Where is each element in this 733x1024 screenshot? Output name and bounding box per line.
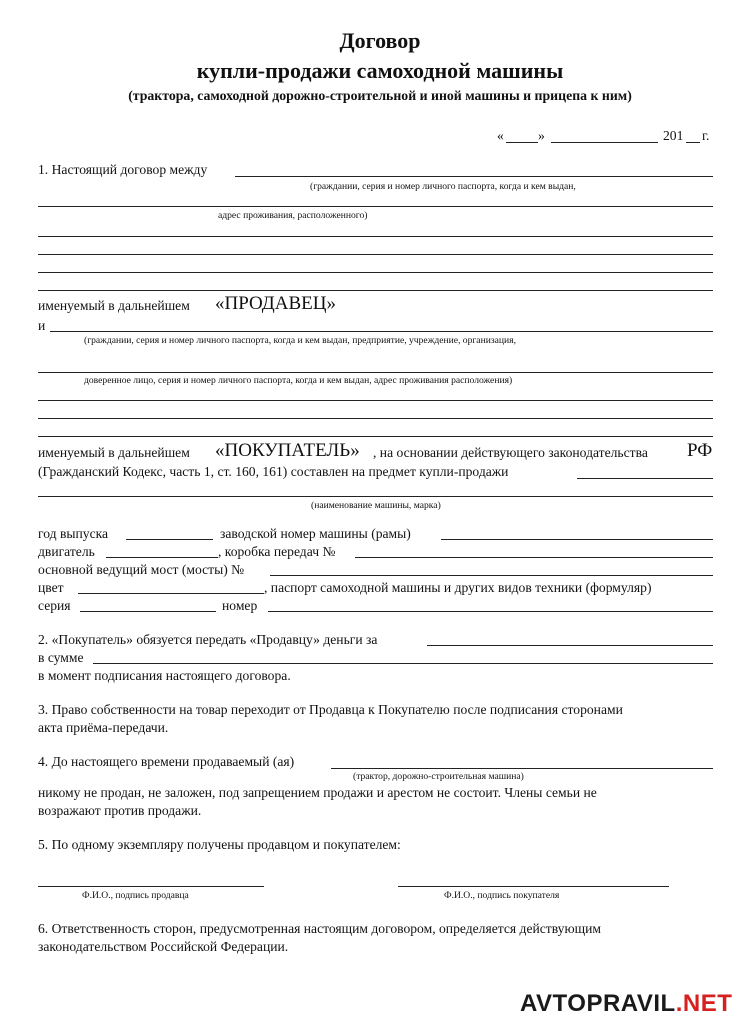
party2-blank-3 — [38, 400, 713, 401]
buyer-signature-line — [398, 886, 669, 887]
section4-line1: 4. До настоящего времени продаваемый (ая) — [38, 754, 295, 769]
section5-line1: 5. По одному экземпляру получены продавцом и покупателем: — [38, 837, 401, 852]
color-blank — [78, 593, 264, 594]
date-day-blank — [506, 142, 538, 143]
date-quote-close: » — [538, 128, 545, 143]
section4-caption: (трактор, дорожно-строительная машина) — [353, 771, 524, 782]
passport-label: , паспорт самоходной машины и других видов техники (формуляр) — [264, 580, 652, 595]
buyer-signature-caption: Ф.И.О., подпись покупателя — [444, 890, 560, 901]
factory-number-blank — [441, 539, 713, 540]
document-subtitle-note: (трактора, самоходной дорожно-строительной и иной машины и прицепа к ним) — [128, 88, 632, 103]
engine-label: двигатель — [38, 544, 95, 559]
date-year-prefix: 201 — [663, 128, 684, 143]
section1-lead: 1. Настоящий договор между — [38, 162, 208, 177]
watermark-part1: AVTOPRAVIL — [520, 990, 676, 1017]
party2-blank — [50, 331, 713, 332]
party1-blank-4 — [38, 254, 713, 255]
site-watermark — [520, 990, 732, 1018]
color-label: цвет — [38, 580, 64, 595]
seller-role: «ПРОДАВЕЦ» — [215, 293, 336, 314]
gearbox-label: , коробка передач № — [218, 544, 336, 559]
party1-blank-3 — [38, 236, 713, 237]
section6-line1: 6. Ответственность сторон, предусмотренная настоящим договором, определяется действующим — [38, 921, 601, 936]
party1-blank-6 — [38, 290, 713, 291]
party2-caption-d: доверенное лицо, серия и номер личного паспорта, когда и кем выдан, адрес проживания расположения) — [84, 375, 513, 386]
date-quote-open: « — [497, 128, 504, 143]
section2-line1: 2. «Покупатель» обязуется передать «Продавцу» деньги за — [38, 632, 378, 647]
date-month-blank — [551, 142, 658, 143]
axle-label: основной ведущий мост (мосты) № — [38, 562, 245, 577]
series-label: серия — [38, 598, 71, 613]
party1-caption-b: адрес проживания, расположенного) — [218, 210, 368, 221]
civil-code-text: (Гражданский Кодекс, часть 1, ст. 160, 161) составлен на предмет купли-продажи — [38, 464, 509, 479]
party2-blank-5 — [38, 436, 713, 437]
party2-blank-2 — [38, 372, 713, 373]
section3-line2: акта приёма-передачи. — [38, 720, 169, 735]
section2-goods-blank — [427, 645, 713, 646]
document-title: Договор — [339, 28, 421, 53]
year-label: год выпуска — [38, 526, 109, 541]
number-blank — [268, 611, 713, 612]
section4-line3: возражают против продажи. — [38, 803, 202, 818]
section2-sum-blank — [93, 663, 713, 664]
date-year-suffix: г. — [702, 128, 710, 143]
seller-prefix: именуемый в дальнейшем — [38, 298, 190, 313]
and-word: и — [38, 318, 46, 333]
buyer-suffix: , на основании действующего законодательства — [373, 445, 648, 460]
seller-signature-caption: Ф.И.О., подпись продавца — [82, 890, 189, 901]
party1-blank — [235, 176, 713, 177]
rf-label: РФ — [687, 440, 713, 461]
year-blank — [126, 539, 213, 540]
party1-blank-5 — [38, 272, 713, 273]
section4-line2: никому не продан, не заложен, под запрещением продажи и арестом не состоит. Члены семьи не — [38, 785, 597, 800]
axle-blank — [270, 575, 713, 576]
caption-machine-name: (наименование машины, марка) — [311, 500, 441, 511]
gearbox-blank — [355, 557, 713, 558]
series-blank — [80, 611, 216, 612]
buyer-role: «ПОКУПАТЕЛЬ» — [215, 440, 360, 461]
party1-blank-2 — [38, 206, 713, 207]
date-year-blank — [686, 142, 700, 143]
seller-signature-line — [38, 886, 264, 887]
section2-line2: в сумме — [38, 650, 84, 665]
number-label: номер — [222, 598, 258, 613]
party2-blank-4 — [38, 418, 713, 419]
section3-line1: 3. Право собственности на товар переходит от Продавца к Покупателю после подписания сторонами — [38, 702, 623, 717]
party1-caption-a: (граждании, серия и номер личного паспорта, когда и кем выдан, — [310, 181, 576, 192]
buyer-prefix: именуемый в дальнейшем — [38, 445, 190, 460]
sale-subject-blank-2 — [38, 496, 713, 497]
document-subtitle: купли-продажи самоходной машины — [196, 58, 564, 83]
party2-caption-c: (граждании, серия и номер личного паспорта, когда и кем выдан, предприятие, учреждение, организация, — [84, 335, 516, 346]
watermark-part2: .NET — [675, 990, 733, 1017]
section6-line2: законодательством Российской Федерации. — [38, 939, 289, 954]
section4-machine-blank — [331, 768, 713, 769]
sale-subject-blank — [577, 478, 713, 479]
engine-blank — [106, 557, 218, 558]
factory-number-label: заводской номер машины (рамы) — [220, 526, 411, 541]
section2-line3: в момент подписания настоящего договора. — [38, 668, 291, 683]
